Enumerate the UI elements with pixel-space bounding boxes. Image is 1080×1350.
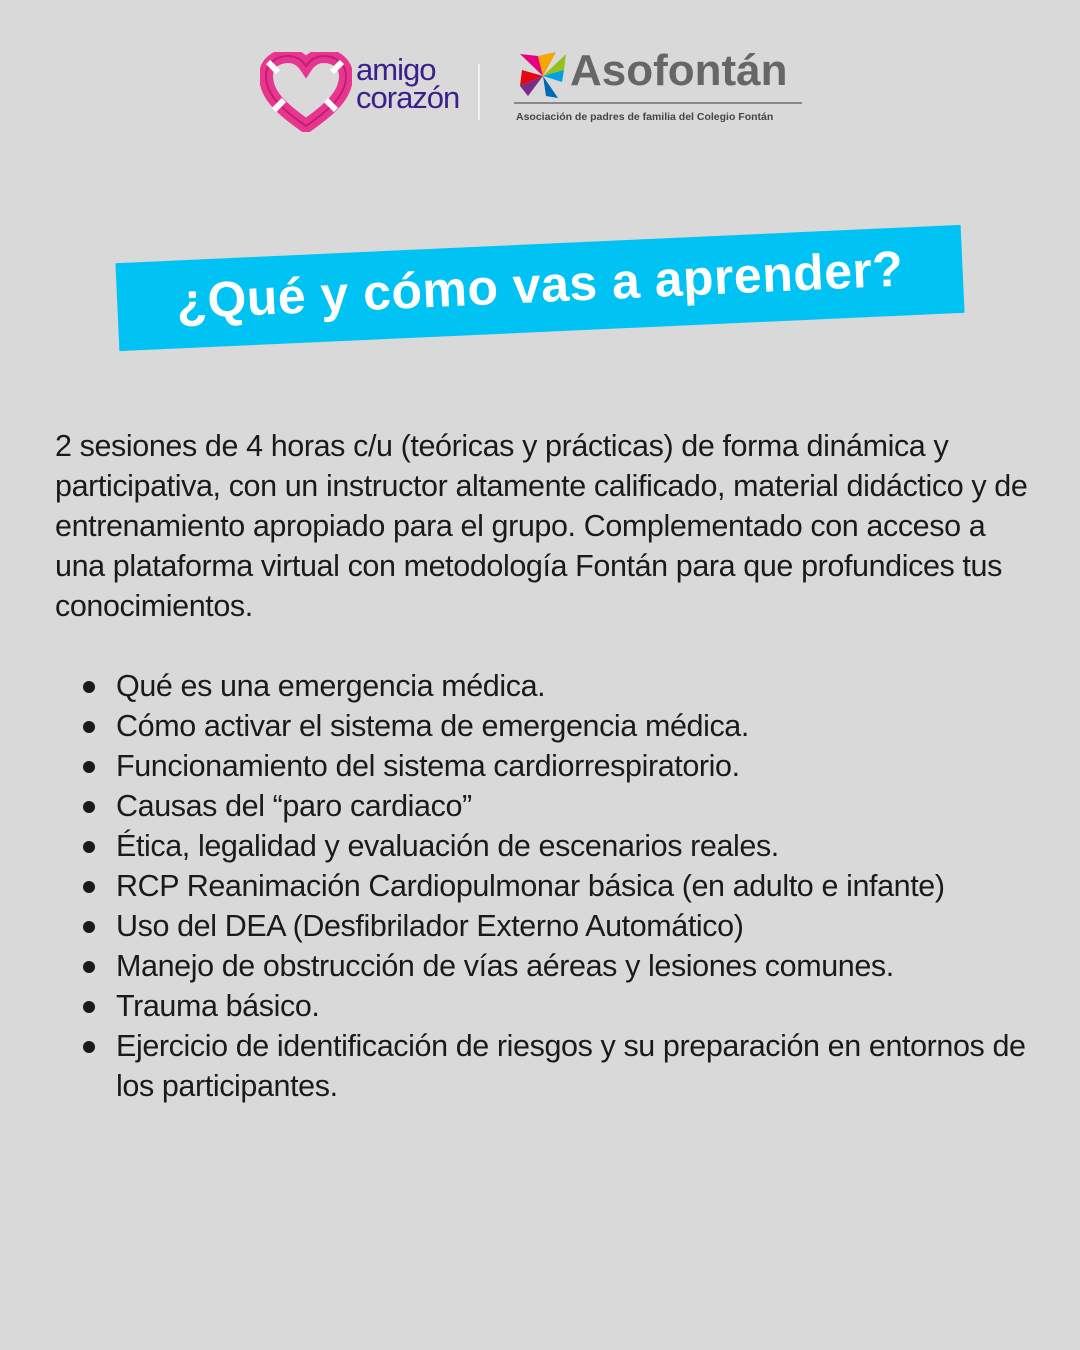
list-item [55, 706, 1030, 746]
intro-paragraph: 2 sesiones de 4 horas c/u (teóricas y prácticas) de forma dinámica y participativa, con un instructor altamente calificado, material didáctico y de entrenamiento apropiado para el grupo. Complementado con acceso a una plataforma virtual con metodología Fontán para que profundices tus conocimientos. [55, 429, 1028, 623]
list-item-text: RCP Reanimación Cardiopulmonar básica (en adulto e infante) [116, 869, 945, 903]
list-item [55, 826, 1030, 866]
bullet-icon [83, 961, 95, 973]
header-logos [260, 48, 820, 138]
bullet-icon [83, 801, 95, 813]
content [55, 426, 1030, 1106]
list-item-text: Trauma básico. [116, 989, 320, 1023]
list-item [55, 786, 1030, 826]
bullet-icon [83, 1001, 95, 1013]
list-item-text: Funcionamiento del sistema cardiorrespiratorio. [116, 749, 740, 783]
logo-divider [478, 64, 480, 120]
pinwheel-logo-icon [518, 52, 568, 100]
amigo-corazon-wordmark [356, 52, 460, 115]
list-item [55, 746, 1030, 786]
asofontan-subtitle: Asociación de padres de familia del Colegio Fontán [516, 111, 774, 123]
bullet-icon [83, 721, 95, 733]
bullet-icon [83, 921, 95, 933]
heart-lifebuoy-logo-icon [260, 52, 352, 132]
corazon-text: corazón [356, 80, 460, 115]
list-item [55, 906, 1030, 946]
bullet-icon [83, 761, 95, 773]
list-item [55, 666, 1030, 706]
list-item-text: Causas del “paro cardiaco” [116, 789, 472, 823]
bullet-icon [83, 1041, 95, 1053]
asofontan-underline [514, 102, 802, 104]
list-item-text: Cómo activar el sistema de emergencia médica. [116, 709, 749, 743]
list-item [55, 986, 1030, 1026]
list-item-text: Ejercicio de identificación de riesgos y su preparación en entornos de los participantes. [116, 1029, 1026, 1103]
bullet-icon [83, 881, 95, 893]
page-title: ¿Qué y cómo vas a aprender? [175, 240, 905, 330]
list-item [55, 946, 1030, 986]
bullet-icon [83, 681, 95, 693]
topics-list [55, 666, 1030, 1106]
asofontan-wordmark: Asofontán [570, 46, 788, 95]
list-item-text: Ética, legalidad y evaluación de escenarios reales. [116, 829, 779, 863]
title-banner [115, 225, 964, 351]
bullet-icon [83, 841, 95, 853]
list-item-text: Uso del DEA (Desfibrilador Externo Automático) [116, 909, 744, 943]
list-item-text: Qué es una emergencia médica. [116, 669, 546, 703]
list-item [55, 866, 1030, 906]
list-item [55, 1026, 1030, 1106]
amigo-text: amigo [356, 52, 436, 87]
list-item-text: Manejo de obstrucción de vías aéreas y lesiones comunes. [116, 949, 894, 983]
